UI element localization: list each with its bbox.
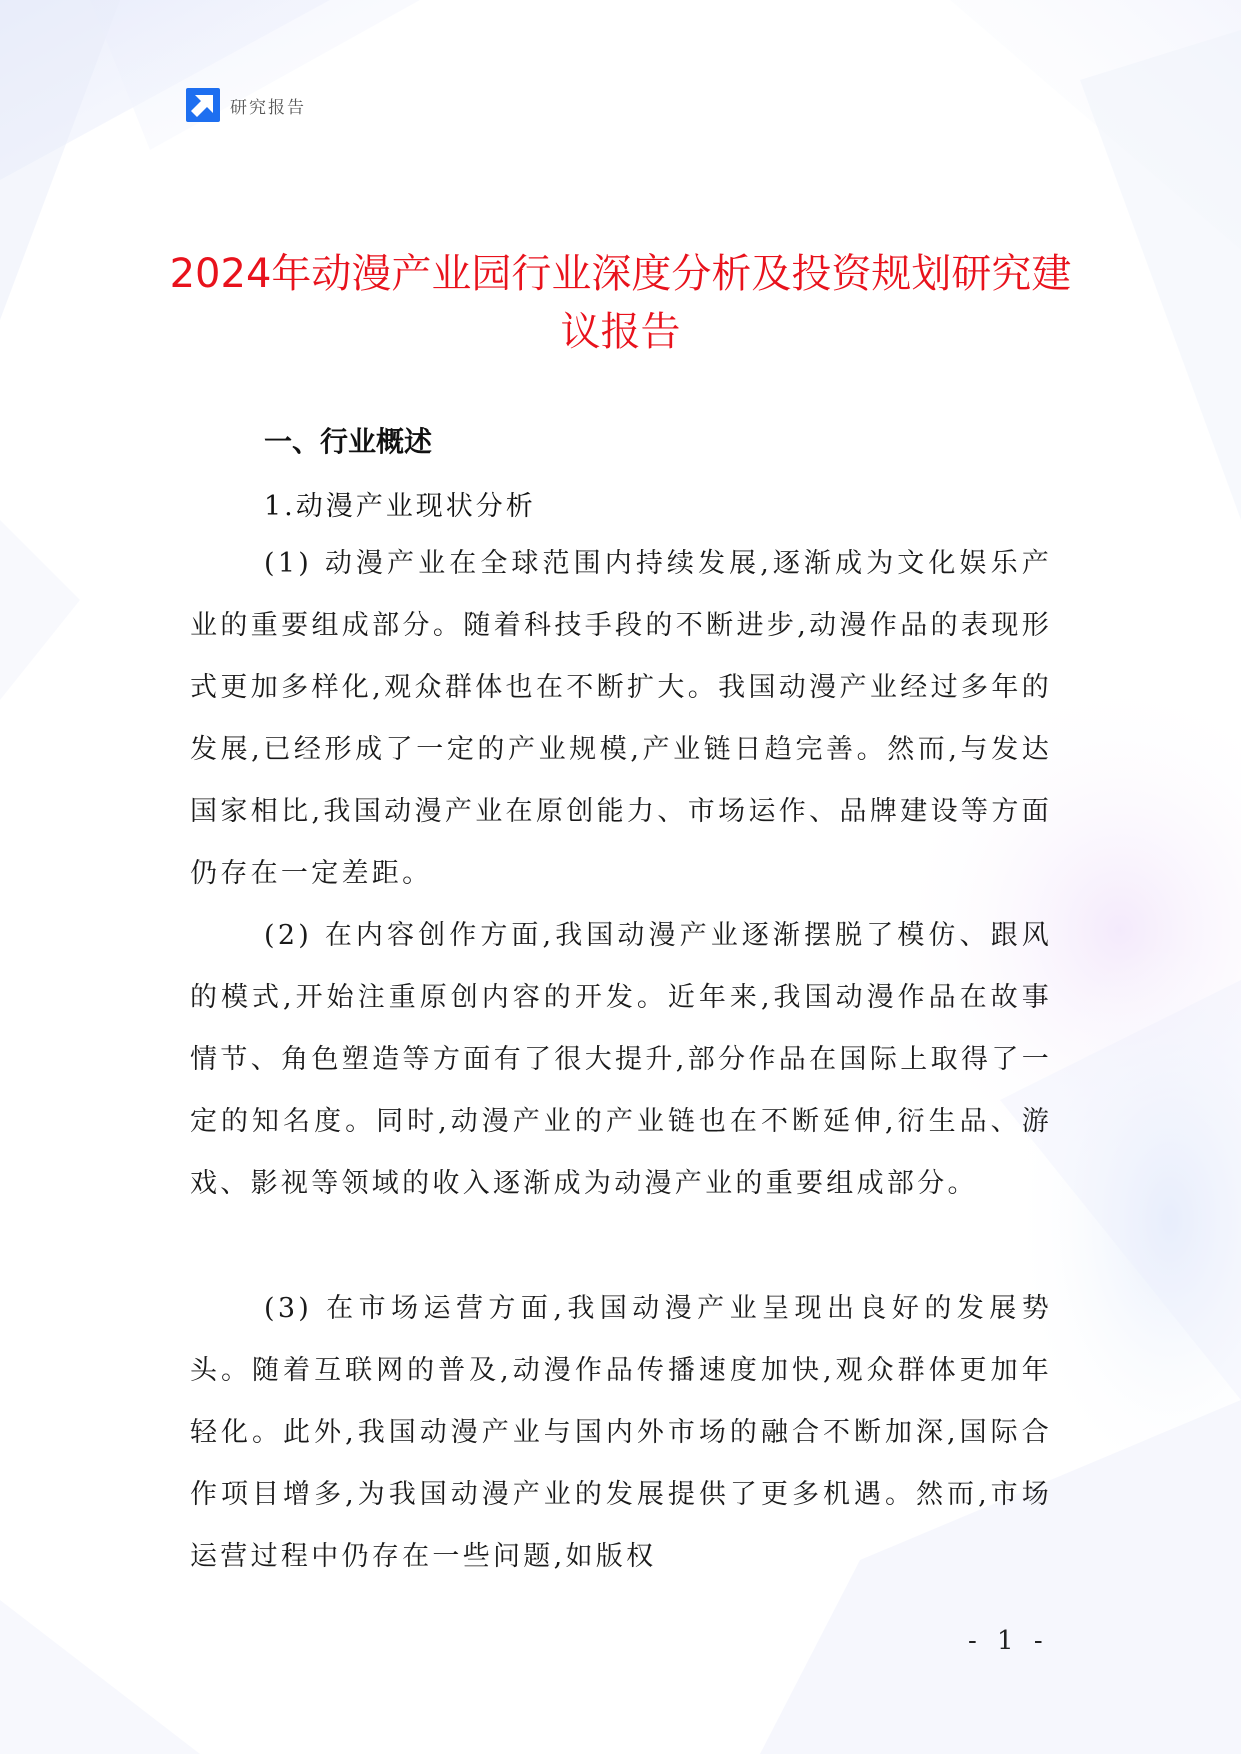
paragraph-1: (1) 动漫产业在全球范围内持续发展,逐渐成为文化娱乐产业的重要组成部分。随着科技手段的不断进步,动漫作品的表现形式更加多样化,观众群体也在不断扩大。我国动漫产业经过多年的发展,已经形成了一定的产业规模,产业链日趋完善。然而,与发达国家相比,我国动漫产业在原创能力、市场运作、品牌建设等方面仍存在一定差距。	[190, 548, 1052, 889]
page-number: - 1 -	[968, 1626, 1049, 1656]
paragraph-2: (2) 在内容创作方面,我国动漫产业逐渐摆脱了模仿、跟风的模式,开始注重原创内容的开发。近年来,我国动漫作品在故事情节、角色塑造等方面有了很大提升,部分作品在国际上取得了一定的知名度。同时,动漫产业的产业链也在不断延伸,衍生品、游戏、影视等领域的收入逐渐成为动漫产业的重要组成部分。	[190, 920, 1052, 1199]
section-heading: 一、行业概述	[264, 425, 433, 458]
header-logo-text: 研究报告	[230, 97, 306, 118]
arrow-up-right-icon	[186, 88, 220, 122]
subsection-heading: 1.动漫产业现状分析	[264, 491, 536, 522]
paragraph-3: (3) 在市场运营方面,我国动漫产业呈现出良好的发展势头。随着互联网的普及,动漫作品传播速度加快,观众群体更加年轻化。此外,我国动漫产业与国内外市场的融合不断加深,国际合作项目增多,为我国动漫产业的发展提供了更多机遇。然而,市场运营过程中仍存在一些问题,如版权	[190, 1293, 1052, 1572]
document-title: 2024年动漫产业园行业深度分析及投资规划研究建议报告	[169, 250, 1072, 355]
header-logo	[186, 88, 306, 122]
